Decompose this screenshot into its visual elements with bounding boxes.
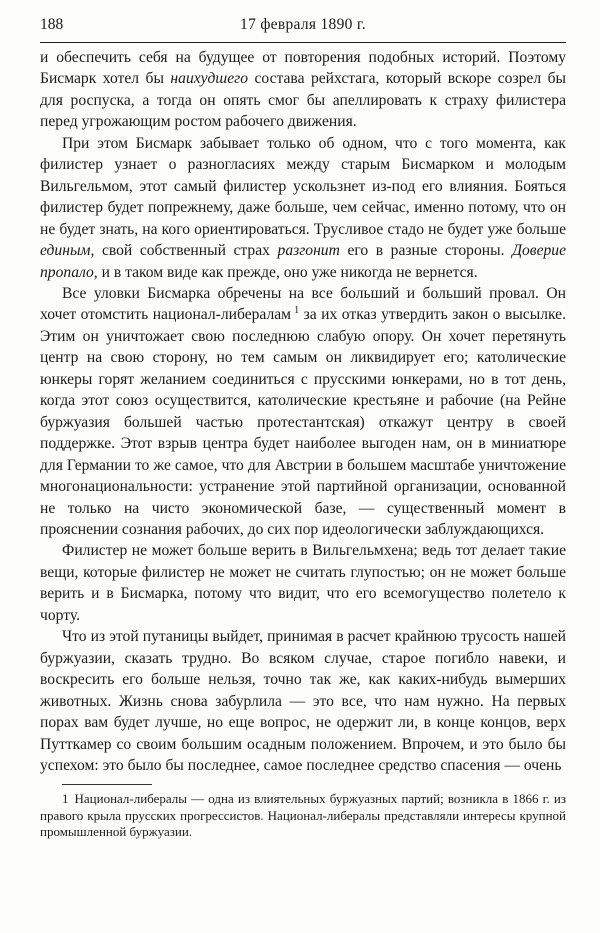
text-run: свой собственный страх (94, 242, 278, 260)
paragraph (40, 133, 566, 283)
body-text (40, 47, 566, 776)
emphasis: наихудшего (170, 70, 248, 88)
footnote (40, 791, 566, 841)
running-head: 17 февраля 1890 г. (240, 16, 366, 33)
text-run: и в таком виде как прежде, оно уже никогда не вернется. (97, 263, 478, 281)
text-run: При этом Бисмарк забывает только об одном, что с того момента, как филистер узнает о разногласиях между старым Бисмарком и молодым Вильгельмом, этот самый филистер ускользнет из-под его влияния. Бояться филистер будет попрежнему, даже больше, чем сейчас, именно потому, что он не будет знать, на кого ориентироваться. Трусливое стадо не будет уже больше (40, 134, 566, 238)
emphasis: разгонит (277, 242, 340, 260)
paragraph (40, 47, 566, 133)
page-header (40, 14, 566, 38)
header-rule (40, 42, 566, 43)
footnote-mark: 1 (62, 791, 69, 807)
text-run: и обеспечить себя на будущее от повторения подобных историй. Поэтому Бисмарк хотел бы (40, 49, 566, 88)
text-run: Что из этой путаницы выйдет, принимая в расчет крайнюю трусость нашей буржуазии, сказать трудно. Во всяком случае, старое погибло навеки, и воскресить его больше нельзя, точно так же, как каких-нибудь вымерших животных. Жизнь снова забурлила — это все, что нам нужно. На первых порах вам будет лучше, но еще вопрос, не одержит ли, в конце концов, верх Путткамер со своим большим осадным положением. Впрочем, и это было бы успехом: это было бы последнее, самое последнее средство спасения — очень (40, 628, 566, 774)
footnote-rule (62, 784, 152, 785)
text-run: Филистер не может больше верить в Вильгельмхена; ведь тот делает такие вещи, которые филистер не может не считать глупостью; он не может больше верить и в Бисмарка, потому что видит, что его всемогущество полетело к чорту. (40, 542, 566, 624)
text-run: за их отказ утвердить закон о высылке. Этим он уничтожает свою последнюю слабую опору. Он хочет перетянуть центр на свою сторону, но тем самым он ликвидирует его; католические юнкеры горят желанием соединиться с прусскими юнкерами, но в тот день, когда этот союз осуществится, католические крестьяне и рабочие (на Рейне буржуазия большей частью протестантская) откажут центру в своей поддержке. Этот взрыв центра будет наиболее выгоден нам, он в миниатюре для Германии то же самое, что для Австрии в большем масштабе уничтожение многонациональности: устранение этой партийной организации, основанной не только на чисто экономической базе, — существенный момент в прояснении сознания рабочих, до сих пор идеологически заблуждающихся. (40, 306, 566, 538)
paragraph (40, 540, 566, 626)
emphasis: Доверие пропало, (40, 242, 567, 281)
text-run: его в разные стороны. (339, 242, 513, 260)
text-run: состава рейхстага, который вскоре созрел бы для роспуска, а тогда он опять смог бы апеллировать к страху филистера перед угрожающим ростом рабочего движения. (40, 70, 566, 131)
text-run: Все уловки Бисмарка обречены на все больший и больший провал. Он хочет отомстить национал-либералам (40, 284, 566, 324)
emphasis: единым, (40, 242, 95, 260)
paragraph (40, 283, 566, 540)
footnote-ref: 1 (291, 305, 300, 317)
paragraph (40, 626, 566, 776)
page-number: 188 (40, 16, 64, 33)
footnote-text: Национал-либералы — одна из влиятельных буржуазных партий; возникла в 1866 г. из правого крыла прусских прогрессистов. Национал-либералы представляли интересы крупной промышленной буржуазии. (40, 791, 566, 840)
